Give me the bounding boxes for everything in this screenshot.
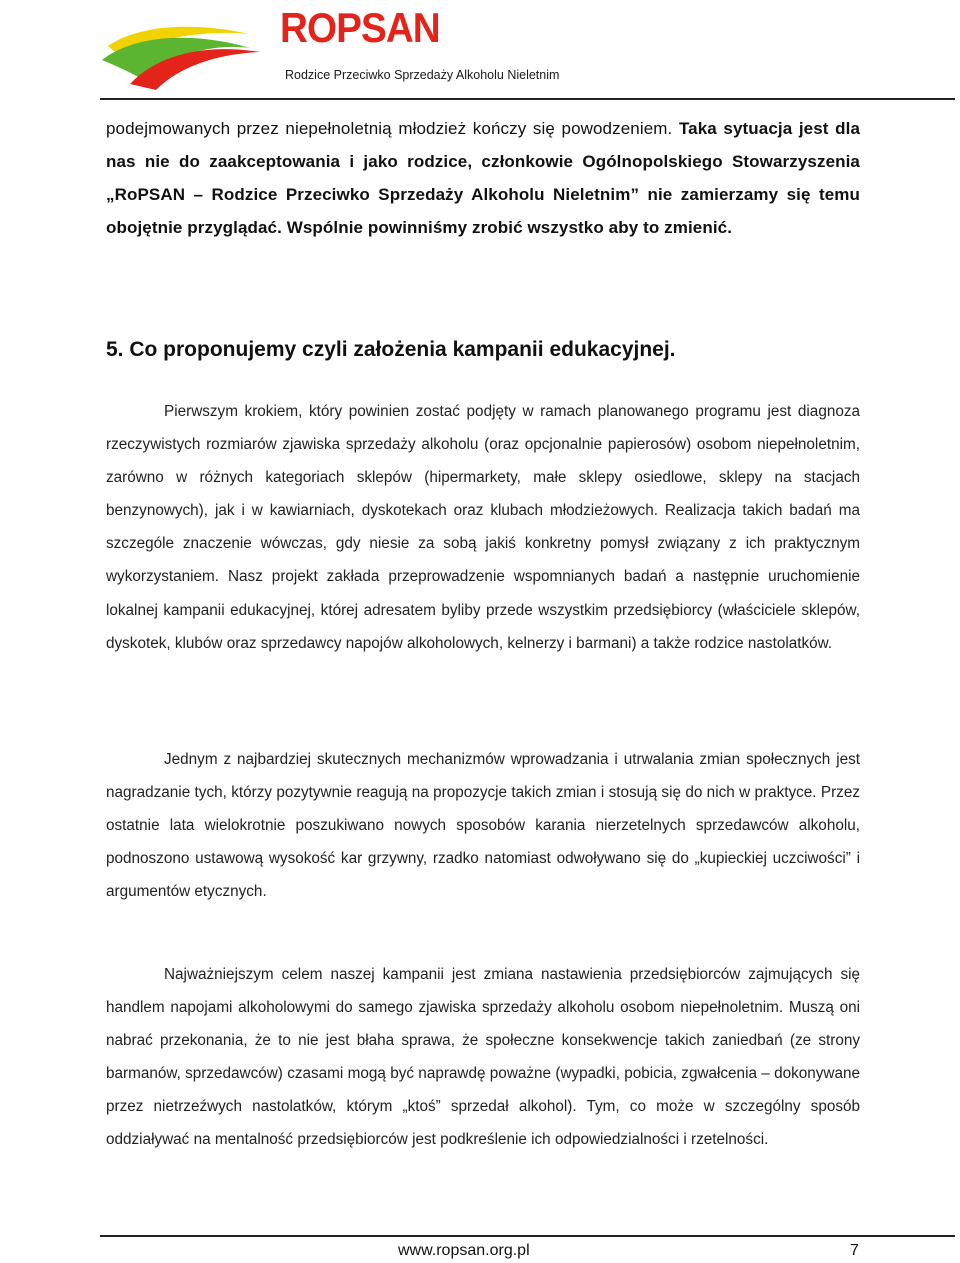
intro-paragraph: [106, 112, 860, 244]
paragraph-2: Jednym z najbardziej skutecznych mechanizmów wprowadzania i utrwalania zmian społecznych jest nagradzanie tych, którzy pozytywnie reagują na propozycje takich zmian i stosują się do nich w praktyce. Przez ostatnie lata wielokrotnie poszukiwano nowych sposobów karania nierzetelnych sprzedawców alkoholu, podnoszono ustawową wysokość kar grzywny, rzadko natomiast odwoływano się do „kupieckiej uczciwości” i argumentów etycznych.: [106, 751, 860, 901]
logo-wordmark: ROPSAN: [280, 4, 440, 51]
footer-url: www.ropsan.org.pl: [398, 1242, 530, 1259]
ropsan-logo-icon: [100, 4, 290, 92]
paragraph-1: Pierwszym krokiem, który powinien zostać podjęty w ramach planowanego programu jest diagnoza rzeczywistych rozmiarów zjawiska sprzedaży alkoholu (oraz opcjonalnie papierosów) osobom niepełnoletnim, zarówno w różnych kategoriach sklepów (hipermarkety, małe sklepy osiedlowe, sklepy na stacjach benzynowych), jak i w kawiarniach, dyskotekach oraz klubach młodzieżowych. Realizacja takich badań ma szczególe znaczenie wówczas, gdy niesie za sobą jakiś konkretny pomysł związany z ich praktycznym wykorzystaniem. Nasz projekt zakłada przeprowadzenie wspomnianych badań a następnie uruchomienie lokalnej kampanii edukacyjnej, której adresatem byliby przede wszystkim przedsiębiorcy (właściciele sklepów, dyskotek, klubów oraz sprzedawcy napojów alkoholowych, kelnerzy i barmani) a także rodzice nastolatków.: [106, 403, 860, 652]
paragraph-3: Najważniejszym celem naszej kampanii jest zmiana nastawienia przedsiębiorców zajmujących się handlem napojami alkoholowymi do samego zjawiska sprzedaży alkoholu osobom niepełnoletnim. Muszą oni nabrać przekonania, że to nie jest błaha sprawa, że społeczne konsekwencje takich zaniedbań (ze strony barmanów, sprzedawców) czasami mogą być naprawdę poważne (wypadki, pobicia, zgwałcenia – dokonywane przez nietrzeźwych nastolatków, którym „ktoś” sprzedał alkohol). Tym, co może w szczególny sposób oddziaływać na mentalność przedsiębiorców jest podkreślenie ich odpowiedzialności i rzetelności.: [106, 966, 860, 1149]
page-header: [0, 0, 960, 110]
intro-bold-text: Taka sytuacja jest dla nas nie do zaakceptowania i jako rodzice, członkowie Ogólnopolskiego Stowarzyszenia „RoPSAN – Rodzice Przeciwko Sprzedaży Alkoholu Nieletnim” nie zamierzamy się temu obojętnie przyglądać. Wspólnie powinniśmy zrobić wszystko aby to zmienić.: [106, 119, 860, 238]
header-tagline: Rodzice Przeciwko Sprzedaży Alkoholu Nieletnim: [285, 68, 560, 82]
intro-normal-text: podejmowanych przez niepełnoletnią młodzież kończy się powodzeniem.: [106, 119, 679, 138]
intro-block: [106, 112, 860, 244]
section-heading: 5. Co proponujemy czyli założenia kampanii edukacyjnej.: [106, 338, 676, 361]
page-number: 7: [850, 1242, 859, 1259]
header-divider: [100, 98, 955, 100]
footer-divider: [100, 1235, 955, 1237]
